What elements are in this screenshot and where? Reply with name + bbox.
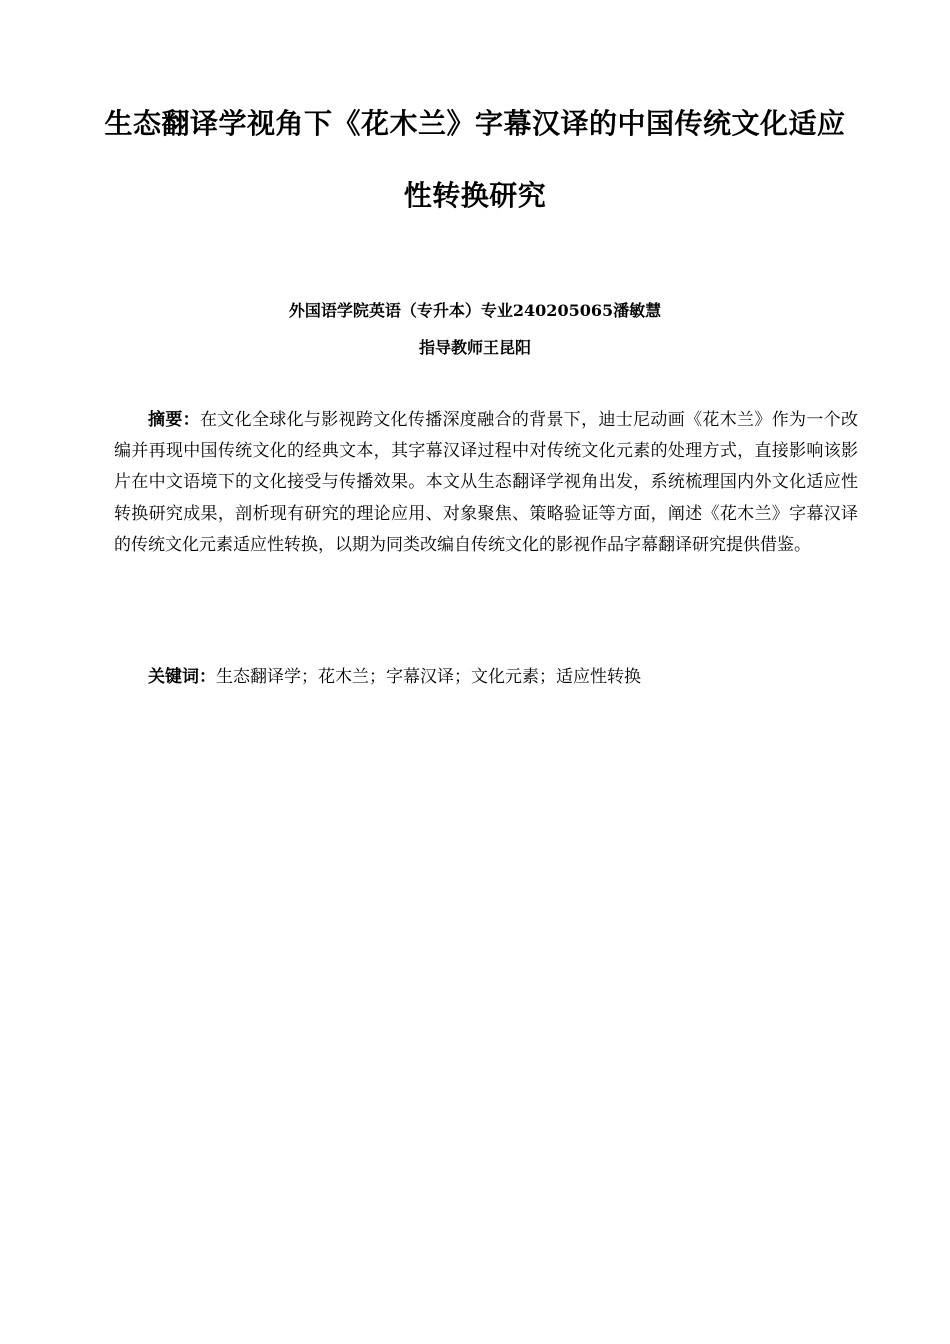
student-name: 潘敏慧 (613, 301, 662, 320)
keywords-paragraph (148, 663, 858, 691)
advisor-name: 王昆阳 (483, 338, 532, 357)
abstract-label: 摘要： (148, 410, 200, 430)
student-id: 240205065 (512, 301, 614, 320)
paper-title: 生态翻译学视角下《花木兰》字幕汉译的中国传统文化适应性转换研究 (104, 107, 846, 212)
school-name: 外国语学院 (288, 301, 369, 320)
major-name: 英语（专升本）专业 (368, 301, 513, 320)
author-info-line (100, 300, 850, 322)
keywords-text: 生态翻译学；花木兰；字幕汉译；文化元素；适应性转换 (216, 667, 641, 687)
keywords-label: 关键词： (148, 667, 216, 687)
advisor-label: 指导教师 (418, 338, 483, 357)
abstract-paragraph (114, 405, 858, 561)
abstract-text: 在文化全球化与影视跨文化传播深度融合的背景下，迪士尼动画《花木兰》作为一个改编并再现中国传统文化的经典文本，其字幕汉译过程中对传统文化元素的处理方式，直接影响该影片在中文语境下的文化接受与传播效果。本文从生态翻译学视角出发，系统梳理国内外文化适应性转换研究成果，剖析现有研究的理论应用、对象聚焦、策略验证等方面，阐述《花木兰》字幕汉译的传统文化元素适应性转换，以期为同类改编自传统文化的影视作品字幕翻译研究提供借鉴。 (114, 410, 859, 555)
advisor-line (100, 337, 850, 359)
